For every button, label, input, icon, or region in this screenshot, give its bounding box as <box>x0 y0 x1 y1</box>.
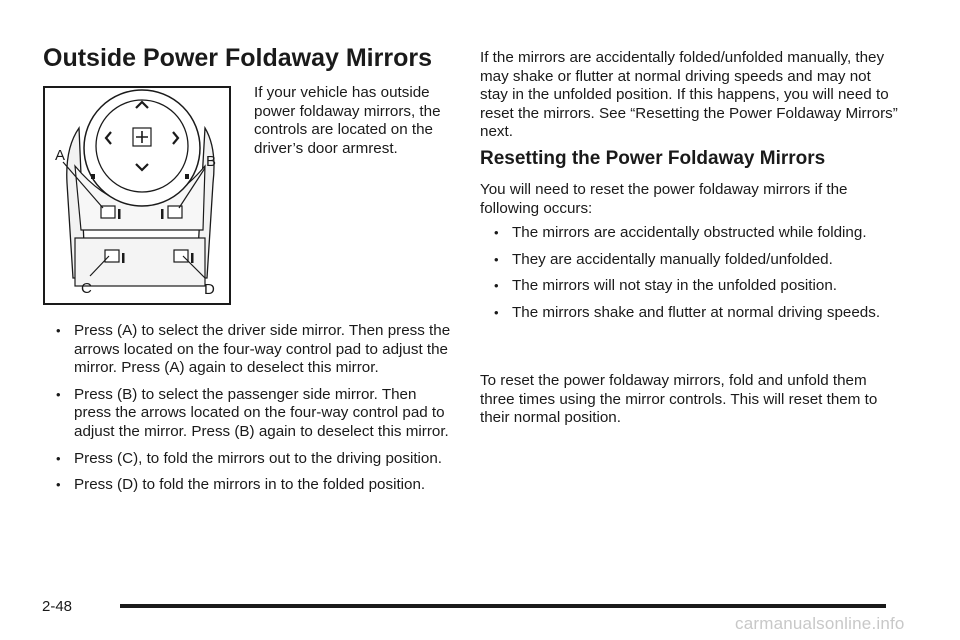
callout-d: D <box>204 281 215 298</box>
list-item-text: Press (A) to select the driver side mirror. Then press the arrows located on the four-way control pad to adjust the mirror. Press (A) again to deselect this mirror. <box>74 322 451 377</box>
button-d <box>174 250 188 262</box>
page-number: 2-48 <box>42 598 73 615</box>
intro-paragraph: If your vehicle has outside power foldaway mirrors, the controls are located on the driver’s door armrest. <box>254 84 441 157</box>
list-item-text: Press (D) to fold the mirrors in to the folded position. <box>74 476 426 494</box>
reset-intro-paragraph: You will need to reset the power foldaway mirrors if the following occurs: <box>480 181 848 217</box>
watermark: carmanualsonline.info <box>735 614 905 633</box>
list-item <box>494 277 894 296</box>
four-way-control-pad <box>84 90 200 206</box>
reset-procedure-paragraph: To reset the power foldaway mirrors, fold and unfold them three times using the mirror controls. This will reset them to their normal position. <box>480 372 878 427</box>
bullet-icon: • <box>56 323 61 338</box>
instruction-list <box>56 322 456 503</box>
bullet-icon: • <box>56 386 61 402</box>
callout-b: B <box>206 153 217 170</box>
list-item <box>56 476 456 495</box>
list-item-text: The mirrors will not stay in the unfolded position. <box>512 277 837 295</box>
mirror-controls-illustration <box>45 88 229 303</box>
list-item <box>494 304 894 323</box>
section-heading: Resetting the Power Foldaway Mirrors <box>480 148 826 169</box>
mirror-controls-figure <box>43 86 231 305</box>
list-item-text: Press (B) to select the passenger side mirror. Then press the arrows located on the four-way control pad to adjust the mirror. Press (B) again to deselect this mirror. <box>74 385 449 440</box>
list-item <box>494 251 894 270</box>
list-item <box>56 450 456 469</box>
bullet-icon: • <box>56 450 61 466</box>
callout-c: C <box>81 280 92 297</box>
bullet-icon: • <box>494 225 499 240</box>
button-c <box>105 250 119 262</box>
button-b <box>168 206 182 218</box>
bullet-icon: • <box>494 304 499 320</box>
bullet-icon: • <box>494 251 499 267</box>
list-item <box>494 224 894 243</box>
list-item <box>56 322 456 378</box>
accidental-fold-paragraph: If the mirrors are accidentally folded/unfolded manually, they may shake or flutter at normal driving speeds and may not stay in the unfolded position. If this happens, you will need to reset the mirrors. See “Resetting the Power Foldaway Mirrors” next. <box>480 49 898 141</box>
list-item-text: They are accidentally manually folded/unfolded. <box>512 250 833 268</box>
callout-a: A <box>55 147 66 164</box>
reset-conditions-list <box>494 224 894 330</box>
bullet-icon: • <box>494 278 499 294</box>
bullet-icon: • <box>56 477 61 493</box>
list-item-text: The mirrors are accidentally obstructed while folding. <box>512 224 867 241</box>
footer-rule <box>120 604 886 608</box>
list-item-text: Press (C), to fold the mirrors out to the driving position. <box>74 449 443 467</box>
list-item-text: The mirrors shake and flutter at normal driving speeds. <box>512 303 881 321</box>
list-item <box>56 386 456 442</box>
page-title: Outside Power Foldaway Mirrors <box>43 44 432 72</box>
